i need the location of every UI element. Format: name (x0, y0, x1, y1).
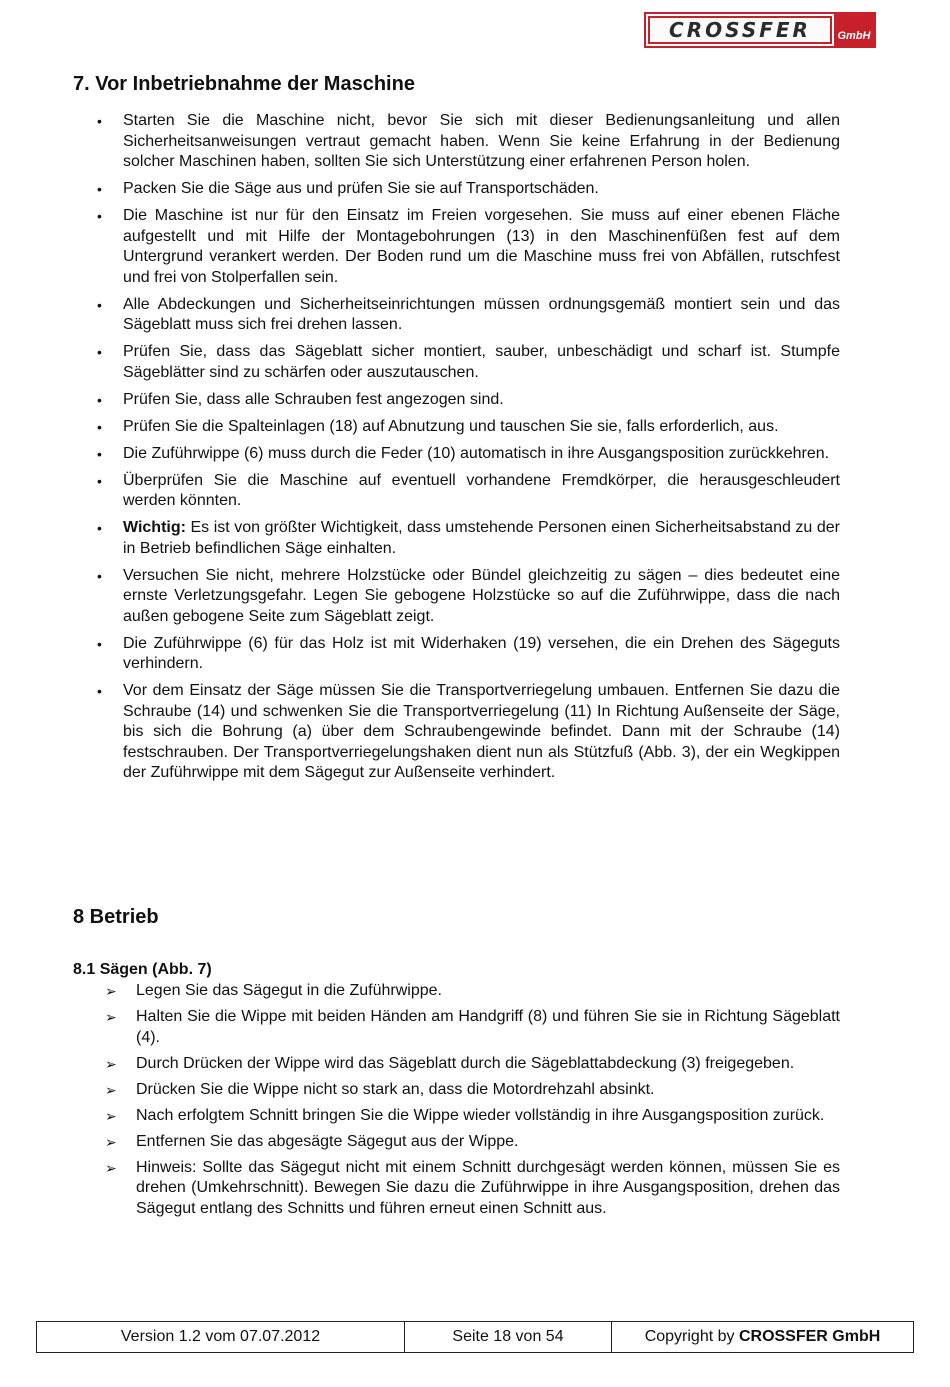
step-item: ➢ Nach erfolgtem Schnitt bringen Sie die Wippe wieder vollständig in ihre Ausgangsposition zurück. (73, 1106, 840, 1127)
arrow-bullet-icon: ➢ (105, 1055, 117, 1072)
list-item: • Vor dem Einsatz der Säge müssen Sie die Transportverriegelung umbauen. Entfernen Sie dazu die Schraube (14) und schwenken Sie die Transportverriegelung (11) In Richtung Außenseite der Säge, bis sich die Bohrung (a) über dem Schraubengewinde befindet. Dann mit der Schraube (14) festschrauben. Der Transportverriegelungshaken dient nun als Stützfuß (Abb. 3), der ein Wegkippen der Zuführwippe mit dem Sägegut zur Außenseite verhindert. (97, 682, 840, 781)
list-item: • Prüfen Sie die Spalteinlagen (18) auf Abnutzung und tauschen Sie sie, falls erforderlich, aus. (73, 417, 840, 438)
step-item: ➢ Entfernen Sie das abgesägte Sägegut aus der Wippe. (73, 1132, 840, 1153)
list-item: • Prüfen Sie, dass das Sägeblatt sicher montiert, sauber, unbeschädigt und scharf ist. Stumpfe Sägeblätter sind zu schärfen oder auszutauschen. (97, 343, 840, 381)
bullet-icon: • (97, 181, 102, 197)
footer-company: CROSSFER GmbH (738, 1328, 881, 1345)
bullet-icon: • (97, 445, 102, 462)
arrow-bullet-icon: ➢ (105, 1009, 117, 1025)
list-item: • Die Zuführwippe (6) muss durch die Feder (10) automatisch in ihre Ausgangsposition zurückkehren. (73, 444, 840, 465)
crossfer-logo (644, 12, 876, 48)
list-item: • Die Zuführwippe (6) für das Holz ist mit Widerhaken (19) versehen, die ein Drehen des Sägeguts verhindern. (97, 634, 840, 672)
list-item: • Die Maschine ist nur für den Einsatz im Freien vorgesehen. Sie muss auf einer ebenen Fläche aufgestellt und mit Hilfe der Montagebohrungen (13) in den Maschinenfüßen fest auf dem Untergrund verankert werden. Der Boden rund um die Maschine muss frei von Abfällen, rutschfest und frei von Stolperfallen sein. (97, 207, 840, 286)
step-item: ➢ Halten Sie die Wippe mit beiden Händen am Handgriff (8) und führen Sie sie in Richtung Sägeblatt (4). (105, 1008, 840, 1046)
bullet-icon: • (97, 344, 102, 360)
list-item: • Versuchen Sie nicht, mehrere Holzstücke oder Bündel gleichzeitig zu sägen – dies bedeutet eine ernste Verletzungsgefahr. Legen Sie gebogene Holzstücke so auf die Zuführwippe, dass die nach außen gebogene Seite zum Sägeblatt zeigt. (97, 566, 840, 625)
section-8-heading: 8 Betrieb (73, 906, 159, 928)
bullet-icon: • (97, 296, 102, 313)
bullet-icon: • (97, 208, 102, 224)
section-8-steps (73, 981, 840, 1225)
footer-version: Version 1.2 vom 07.07.2012 (37, 1322, 405, 1352)
logo-suffix: GmbH (834, 14, 874, 46)
footer-page-number: Seite 18 von 54 (405, 1322, 612, 1352)
list-item: • Überprüfen Sie die Maschine auf eventuell vorhandene Fremdkörper, die herausgeschleudert werden könnten. (97, 471, 840, 509)
bullet-icon: • (97, 418, 102, 435)
list-item: • Alle Abdeckungen und Sicherheitseinrichtungen müssen ordnungsgemäß montiert sein und das Sägeblatt muss sich frei drehen lassen. (97, 295, 840, 333)
warning-item: • Wichtig: Es ist von größter Wichtigkeit, dass umstehende Personen einen Sicherheitsabstand zu der in Betrieb befindlichen Säge einhalten. (97, 519, 840, 557)
section-8-1-heading: 8.1 Sägen (Abb. 7) (73, 961, 212, 978)
arrow-bullet-icon: ➢ (105, 1081, 117, 1098)
step-item: ➢ Durch Drücken der Wippe wird das Sägeblatt durch die Sägeblattabdeckung (3) freigegeben. (73, 1054, 840, 1075)
arrow-bullet-icon: ➢ (105, 1133, 117, 1150)
section-7-heading: 7. Vor Inbetriebnahme der Maschine (73, 73, 415, 95)
logo-wordmark: CROSSFER (648, 16, 832, 44)
list-item: • Packen Sie die Säge aus und prüfen Sie sie auf Transportschäden. (73, 179, 840, 200)
footer-copyright: Copyright by CROSSFER GmbH (644, 1328, 881, 1345)
list-item: • Prüfen Sie, dass alle Schrauben fest angezogen sind. (73, 390, 840, 411)
page-footer (36, 1321, 914, 1353)
section-7-list (73, 111, 840, 790)
warning-label: Wichtig: (123, 519, 186, 536)
step-item: ➢ Hinweis: Sollte das Sägegut nicht mit einem Schnitt durchgesägt werden können, müssen Sie es drehen (Umkehrschnitt). Bewegen Sie dazu die Zuführwippe in ihre Ausgangsposition, drehen das Sägegut entlang des Schnitts und führen erneut einen Schnitt aus. (105, 1158, 840, 1217)
arrow-bullet-icon: ➢ (105, 1159, 117, 1176)
bullet-icon: • (97, 635, 102, 652)
bullet-icon: • (97, 472, 102, 489)
bullet-icon: • (97, 683, 102, 699)
bullet-icon: • (97, 113, 102, 129)
bullet-icon: • (97, 520, 102, 536)
bullet-icon: • (97, 567, 102, 584)
arrow-bullet-icon: ➢ (105, 1107, 117, 1124)
step-item: ➢ Legen Sie das Sägegut in die Zuführwippe. (73, 981, 840, 1002)
list-item: • Starten Sie die Maschine nicht, bevor Sie sich mit dieser Bedienungsanleitung und allen Sicherheitsanweisungen vertraut gemacht haben. Wenn Sie keine Erfahrung in der Bedienung solcher Maschinen haben, sollten Sie sich Unterstützung einer erfahrenen Person holen. (97, 112, 840, 170)
bullet-icon: • (97, 391, 102, 408)
step-item: ➢ Drücken Sie die Wippe nicht so stark an, dass die Motordrehzahl absinkt. (73, 1080, 840, 1101)
arrow-bullet-icon: ➢ (105, 983, 117, 999)
